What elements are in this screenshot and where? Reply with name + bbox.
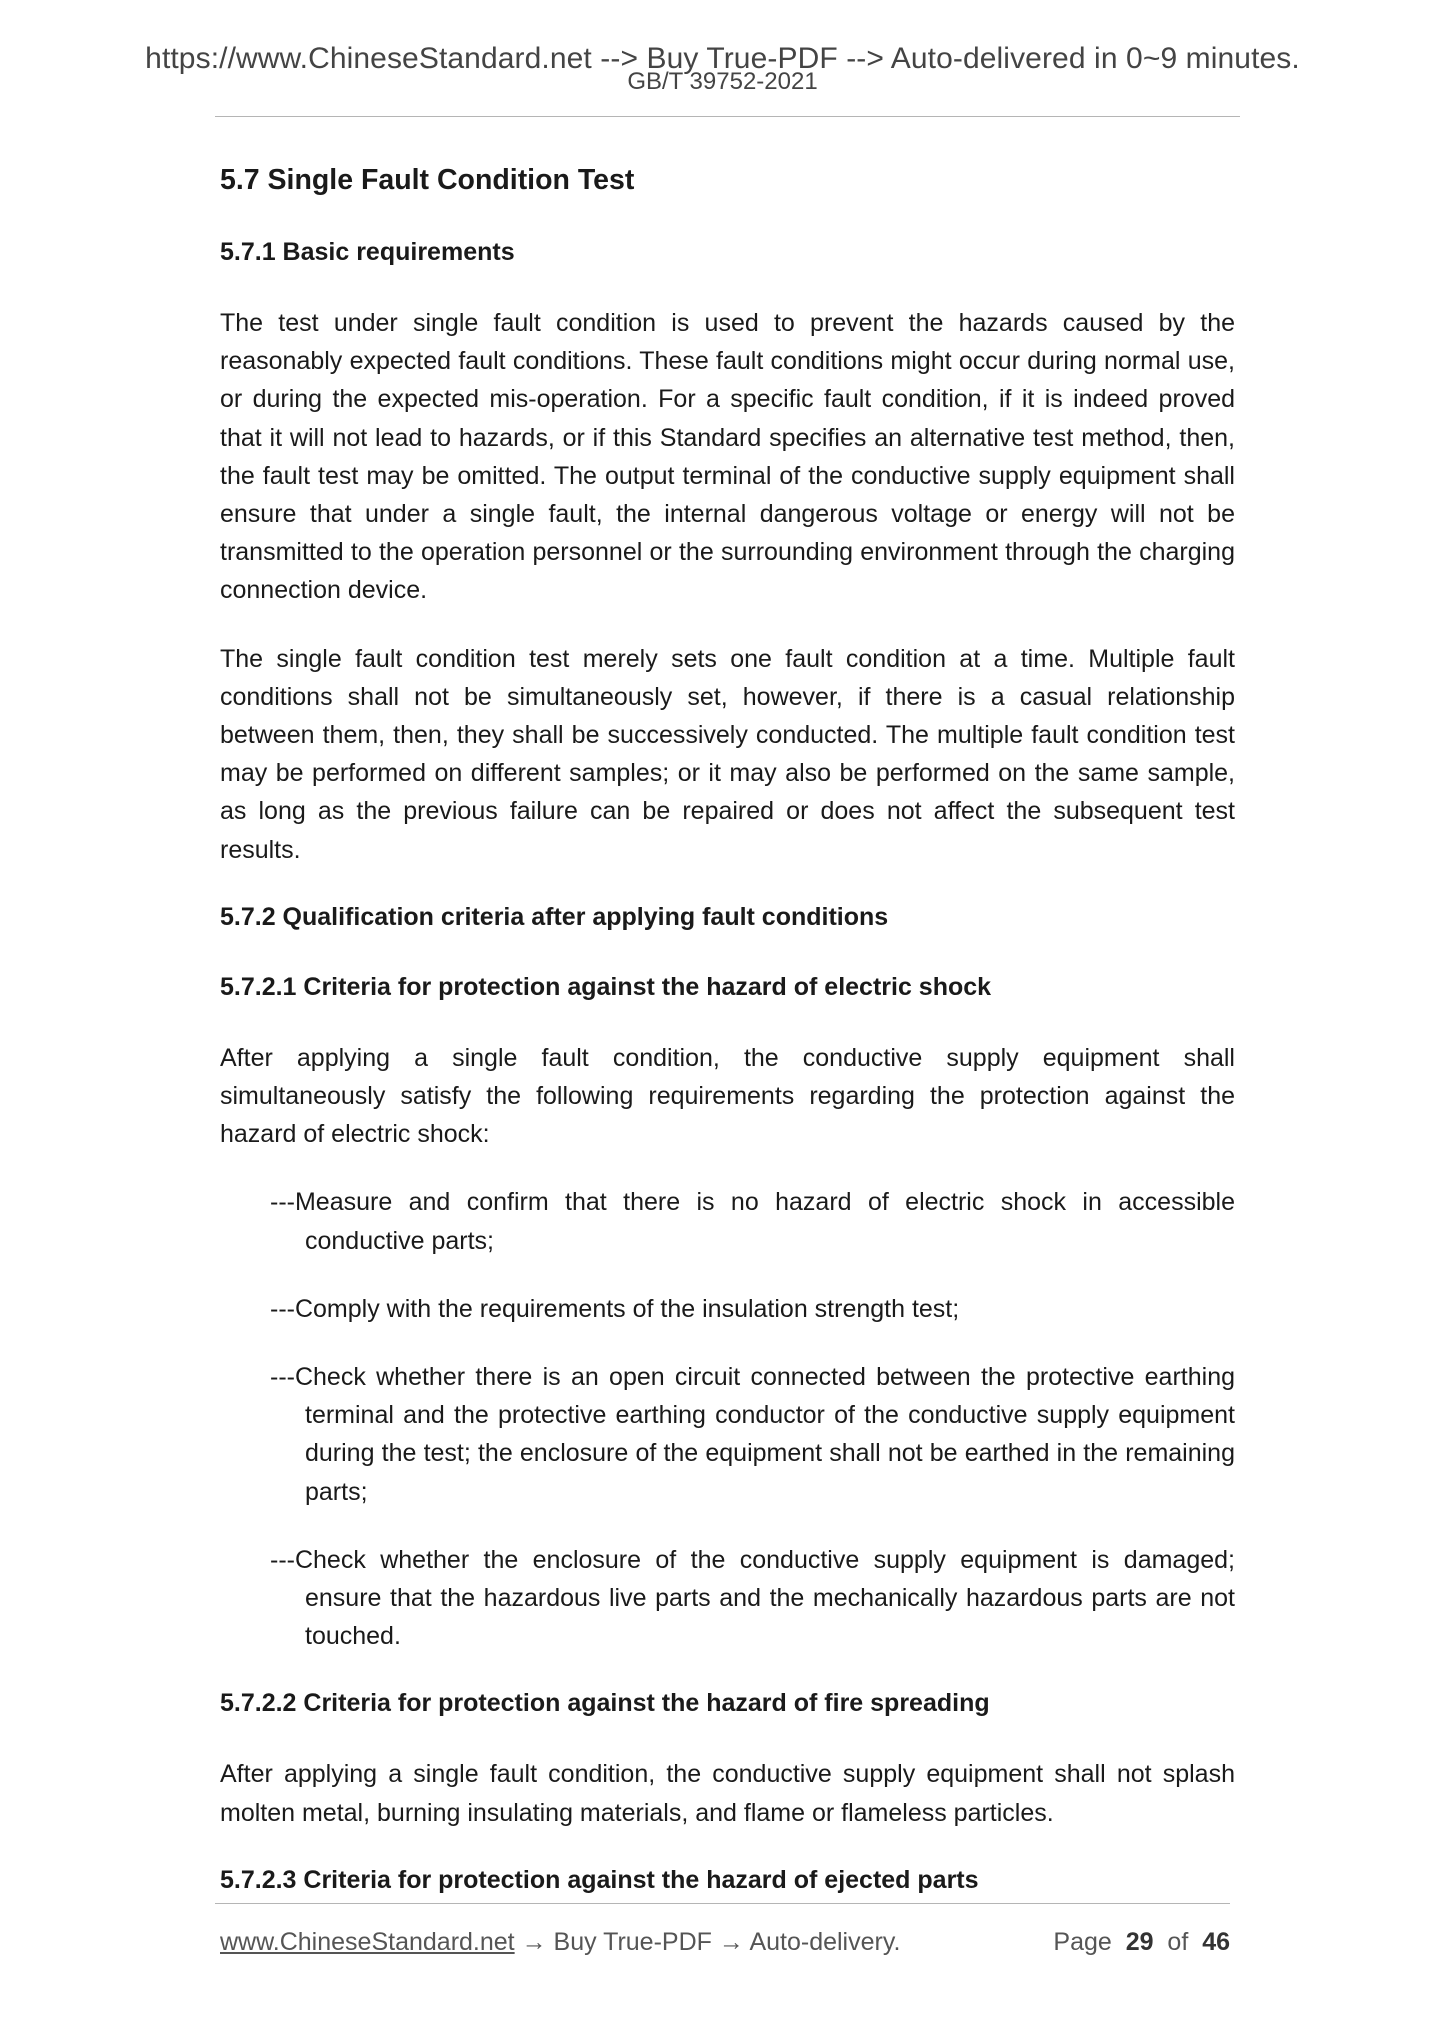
total-pages: 46 (1202, 1928, 1230, 1956)
page-number (1053, 1928, 1230, 1957)
paragraph: After applying a single fault condition, the conductive supply equipment shall not splash molten metal, burning insulating materials, and flame or flameless particles. (220, 1760, 1235, 1827)
subsection-title-5-7-2-3: 5.7.2.3 Criteria for protection against the hazard of ejected parts (220, 1865, 979, 1894)
paragraph: After applying a single fault condition, the conductive supply equipment shall simultaneously satisfy the following requirements regarding the protection against the hazard of electric shock: (220, 1043, 1235, 1149)
subsection-title-5-7-1: 5.7.1 Basic requirements (220, 238, 515, 266)
subsection-title-5-7-2: 5.7.2 Qualification criteria after applying fault conditions (220, 902, 889, 931)
list-item: ---Measure and confirm that there is no hazard of electric shock in accessible conductive parts; (270, 1188, 1235, 1255)
section-title: 5.7 Single Fault Condition Test (220, 164, 635, 196)
list-item: ---Check whether the enclosure of the conductive supply equipment is damaged; ensure that the hazardous live parts and the mechanically hazardous parts are not touched. (270, 1545, 1235, 1651)
header-divider (215, 116, 1240, 117)
source-banner: https://www.ChineseStandard.net --> Buy True-PDF --> Auto-delivered in 0~9 minutes. (145, 42, 1300, 75)
page-label: Page (1053, 1928, 1112, 1956)
current-page: 29 (1125, 1928, 1154, 1956)
subsection-title-5-7-2-1: 5.7.2.1 Criteria for protection against the hazard of electric shock (220, 972, 992, 1001)
subsection-title-5-7-2-2: 5.7.2.2 Criteria for protection against the hazard of fire spreading (220, 1689, 990, 1718)
footer-buy-text: Buy True-PDF (553, 1928, 712, 1956)
footer-site-link[interactable]: www.ChineseStandard.net (220, 1928, 515, 1956)
arrow-right-icon: → (718, 1928, 744, 1956)
page-content (220, 160, 1235, 1932)
paragraph: The single fault condition test merely sets one fault condition at a time. Multiple fault conditions shall not be simultaneously set, however, if there is a casual relationship between them, then, they shall be successively conducted. The multiple fault condition test may be performed on different samples; or it may also be performed on the same sample, as long as the previous failure can be repaired or does not affect the subsequent test results. (220, 644, 1235, 864)
footer-left (220, 1928, 900, 1957)
footer-delivery-text: Auto-delivery. (749, 1928, 901, 1956)
standard-code: GB/T 39752-2021 (627, 68, 818, 95)
page-footer (220, 1928, 1230, 1964)
list-item: ---Check whether there is an open circuit connected between the protective earthing terminal and the protective earthing conductor of the conductive supply equipment during the test; the enclosure of the equipment shall not be earthed in the remaining parts; (270, 1363, 1235, 1506)
paragraph: The test under single fault condition is used to prevent the hazards caused by the reasonably expected fault conditions. These fault conditions might occur during normal use, or during the expected mis-operation. For a specific fault condition, if it is indeed proved that it will not lead to hazards, or if this Standard specifies an alternative test method, then, the fault test may be omitted. The output terminal of the conductive supply equipment shall ensure that under a single fault, the internal dangerous voltage or energy will not be transmitted to the operation personnel or the surrounding environment through the charging connection device. (220, 309, 1235, 605)
list-item: ---Comply with the requirements of the insulation strength test; (270, 1294, 960, 1323)
footer-divider (215, 1903, 1230, 1904)
arrow-right-icon: → (521, 1928, 547, 1956)
of-label: of (1167, 1928, 1189, 1956)
